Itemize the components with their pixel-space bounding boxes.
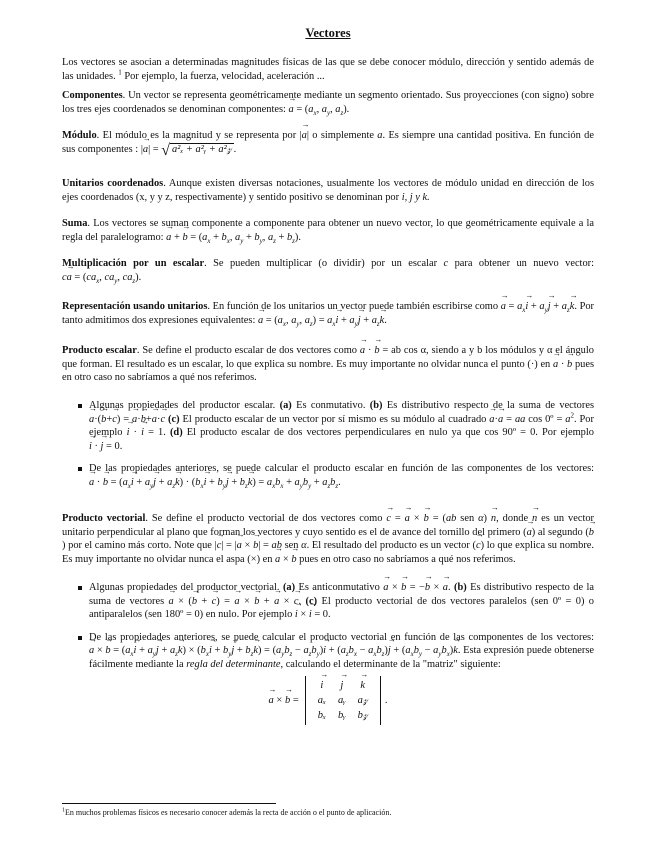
suma-heading: Suma	[62, 218, 88, 229]
representacion-text-b: Por tanto admitimos dos expresiones equivalentes:	[62, 301, 594, 326]
representacion-heading: Representación usando unitarios	[62, 301, 208, 312]
modulo-formula: |→ a| = √ a²ₓ + a²ᵧ + a²𝓏 .	[141, 144, 236, 155]
componentes-heading: Componentes	[62, 90, 123, 101]
modulo-heading: Módulo	[62, 130, 97, 141]
footnote	[62, 808, 594, 818]
suma-text: Los vectores se suman componente a componente para obtener un nuevo vector, lo que geométricamente equivale a la regla del paralelogramo:	[62, 218, 594, 243]
list-item: Algunas propiedades del productor vectorial. (a) Es anticonmutativo → a × → b = −→ b × → a. (b) Es distributivo respecto de la suma de vectores → a × (→ b + → c) = → a × → b + → a × → c. (c) El producto vectorial de dos vectores paralelos (sen 0º = 0) o antiparalelos (sen 180º = 0) en nulo. Por ejemplo → i × → i = 0.	[76, 581, 594, 622]
multiplicacion-text-b: para obtener un nuevo vector:	[454, 258, 594, 269]
producto-escalar-heading: Producto escalar	[62, 345, 137, 356]
producto-escalar-properties	[76, 399, 594, 489]
modulo-text-b: o simplemente	[312, 130, 374, 141]
intro-text-a: Los vectores se asocian a determinadas magnitudes físicas de las que se debe conocer módulo, dirección y sentido además de las unidades.	[62, 57, 594, 82]
suma-paragraph: Suma. Los vectores se suman componente a componente para obtener un nuevo vector, lo que geométricamente equivale a la regla del paralelogramo: → a + → $b = (a_x + b_x$, $a_y + b_y$, $a_z + b_z$).	[62, 217, 594, 244]
componentes-formula: → $a = (a_x$, $a_y$, $a_z$).	[289, 104, 350, 115]
producto-vectorial-paragraph: Producto vectorial. Se define el producto vectorial de dos vectores como → c = → a × → b = (ab sen α) → n, donde → n es un vector unitario perpendicular al plano que forman los vectores y cuyo sentido es el de avance del tornillo del primero (→ a) al segundo (→ b) por el camino más corto. Note que |→ c| = |→ a × → b| = ab sen α. El resultado del producto es un vector (→ c) lo que explica su nombre. Es muy importante no olvidar nunca el aspa (×) en → a × → b pues en otro caso no sabríamos a qué nos referimos.	[62, 512, 594, 566]
multiplicacion-heading: Multiplicación por un escalar	[62, 258, 205, 269]
unitarios-names: i, j y k.	[401, 191, 430, 203]
multiplicacion-formula: $c\to a = (ca_x$, $ca_y$, $ca_z$).	[62, 272, 141, 283]
producto-escalar-text-b: siendo a y b los módulos y α el ángulo que forman. El resultado es un escalar, lo que explica su nombre. Es muy importante no olvidar nunca el punto (·) en	[62, 345, 594, 370]
intro-text-b: Por ejemplo, la fuerza, velocidad, aceleración ...	[124, 70, 325, 82]
representacion-paragraph: Representación usando unitarios. En función de los unitarios un vector puede también escribirse como → $a = a_x\to i + a_y\to j + a_z\to k$. Por tanto admitimos dos expresiones equivalentes: → $a = (a_x$, $a_y$, $a_z) = a_x\to i + a_y\to j + a_z\to k$.	[62, 300, 594, 327]
footnote-divider	[62, 803, 276, 804]
footnote-ref[interactable]: 1	[118, 68, 122, 77]
list-item: De las propiedades anteriores, se puede calcular el producto escalar en función de las componentes de los vectores: → a · → $b = (a_x\to i + a_y\to j + a_z\to k) \cdot (b_x\to i + b_y\to j + b_z\to k) = a_xb_x + a_yb_y + a_zb_z$.	[76, 462, 594, 489]
footnote-text: En muchos problemas físicos es necesario conocer además la recta de acción o el punto de aplicación.	[65, 808, 392, 817]
representacion-formula-b: → $a = (a_x$, $a_y$, $a_z) = a_x\to i + a_y\to j + a_z\to k$.	[258, 315, 387, 326]
componentes-paragraph: Componentes. Un vector se representa geométricamente mediante un segmento orientado. Sus proyecciones (con signo) sobre los tres ejes coordenados se denominan componentes: → $a = (a_x$, $a_y$, $a_z$).	[62, 89, 594, 116]
determinant-matrix: → i → j → k aₓ aᵧ a𝓏 bₓ bᵧ b𝓏	[305, 676, 381, 725]
representacion-text-a: En función de los unitarios un vector puede también escribirse como	[212, 301, 499, 312]
page-title: Vectores	[305, 26, 351, 40]
list-item: De las propiedades anteriores, se puede calcular el producto vectorial en función de las componentes de los vectores: → a × → $b = (a_x\to i + a_y\to j + a_z\to k) \times (b_x\to i + b_y\to j + b_z\to k) = (a_yb_z - a_zb_y)\to i + (a_zb_x - a_xb_z)\to j + (a_xb_y - a_yb_x)\to k$. Esta expresión puede obtenerse fácilmente mediante la regla del determinante, calculando el determinante de la "matriz" siguiente:	[76, 631, 594, 672]
unitarios-heading: Unitarios coordenados	[62, 178, 164, 189]
componentes-text: Un vector se representa geométricamente mediante un segmento orientado. Sus proyecciones (con signo) sobre los tres ejes coordenados se denominan componentes:	[62, 90, 594, 115]
unitarios-text-b: y sentido positivo se denominan por	[248, 191, 400, 203]
representacion-formula-a: → $a = a_x\to i + a_y\to j + a_z\to k$.	[501, 301, 577, 312]
multiplicacion-paragraph: Multiplicación por un escalar. Se pueden multiplicar (o dividir) por un escalar c para obtener un nuevo vector: $c\to a = (ca_x$, $ca_y$, $ca_z$).	[62, 257, 594, 284]
multiplicacion-scalar: c	[443, 258, 449, 269]
modulo-symbol: a	[377, 130, 383, 141]
intro-paragraph	[62, 56, 594, 83]
list-item: Algunas propiedades del productor escalar. (a) Es conmutativo. (b) Es distributivo respecto de la suma de vectores → a·(→ b+→ c) = → a·→ b+→ a·→ c (c) El producto escalar de un vector por sí mismo es su módulo al cuadrado → a·→ a = aa cos 0º = $a^2$. Por ejemplo → i · → i = 1. (d) El producto escalar de dos vectores perpendiculares en nulo ya que cos 90º = 0. Por ejemplo → i · → j = 0.	[76, 399, 594, 453]
producto-vectorial-properties	[76, 581, 594, 671]
producto-escalar-text-a: Se define el producto escalar de dos vectores como	[142, 345, 357, 356]
unitarios-paragraph: Unitarios coordenados. Aunque existen diversas notaciones, usualmente los vectores de módulo unidad en dirección de los ejes coordenados (x, y y z, respectivamente) y sentido positivo se denominan por i, j y k.	[62, 178, 594, 203]
unitarios-axes: (x, y y z, respectivamente)	[135, 191, 247, 203]
footnote-mark: 1	[62, 807, 65, 814]
unitarios-text-a: Aunque existen diversas notaciones, usualmente los vectores de módulo unidad en dirección de los ejes coordenados	[62, 178, 594, 203]
modulo-paragraph: Módulo. El módulo es la magnitud y se representa por |→ a| o simplemente a. Es siempre una cantidad positiva. En función de sus componentes : |→ a| = √ a²ₓ + a²ᵧ + a²𝓏 .	[62, 129, 594, 157]
producto-escalar-paragraph: Producto escalar. Se define el producto escalar de dos vectores como → a · → b = ab cos α, siendo a y b los módulos y α el ángulo que forman. El resultado es un escalar, lo que explica su nombre. Es muy importante no olvidar nunca el punto (·) en → a · → b pues en otro caso no sabríamos a qué nos referimos.	[62, 344, 594, 385]
determinant-formula: → a × → b = → i → j → k aₓ aᵧ a𝓏 bₓ bᵧ b𝓏 .	[62, 676, 594, 725]
modulo-text-a: El módulo es la magnitud y se representa por	[102, 130, 297, 141]
modulo-text-c: Es siempre una cantidad positiva. En función de sus componentes :	[62, 130, 594, 155]
multiplicacion-text-a: Se pueden multiplicar (o dividir) por un escalar	[213, 258, 438, 269]
suma-formula: → a + → $b = (a_x + b_x$, $a_y + b_y$, $a_z + b_z$).	[166, 232, 301, 243]
producto-vectorial-heading: Producto vectorial	[62, 513, 146, 524]
producto-escalar-text-c: pues en otro caso no sabríamos a qué nos referimos.	[62, 358, 594, 383]
